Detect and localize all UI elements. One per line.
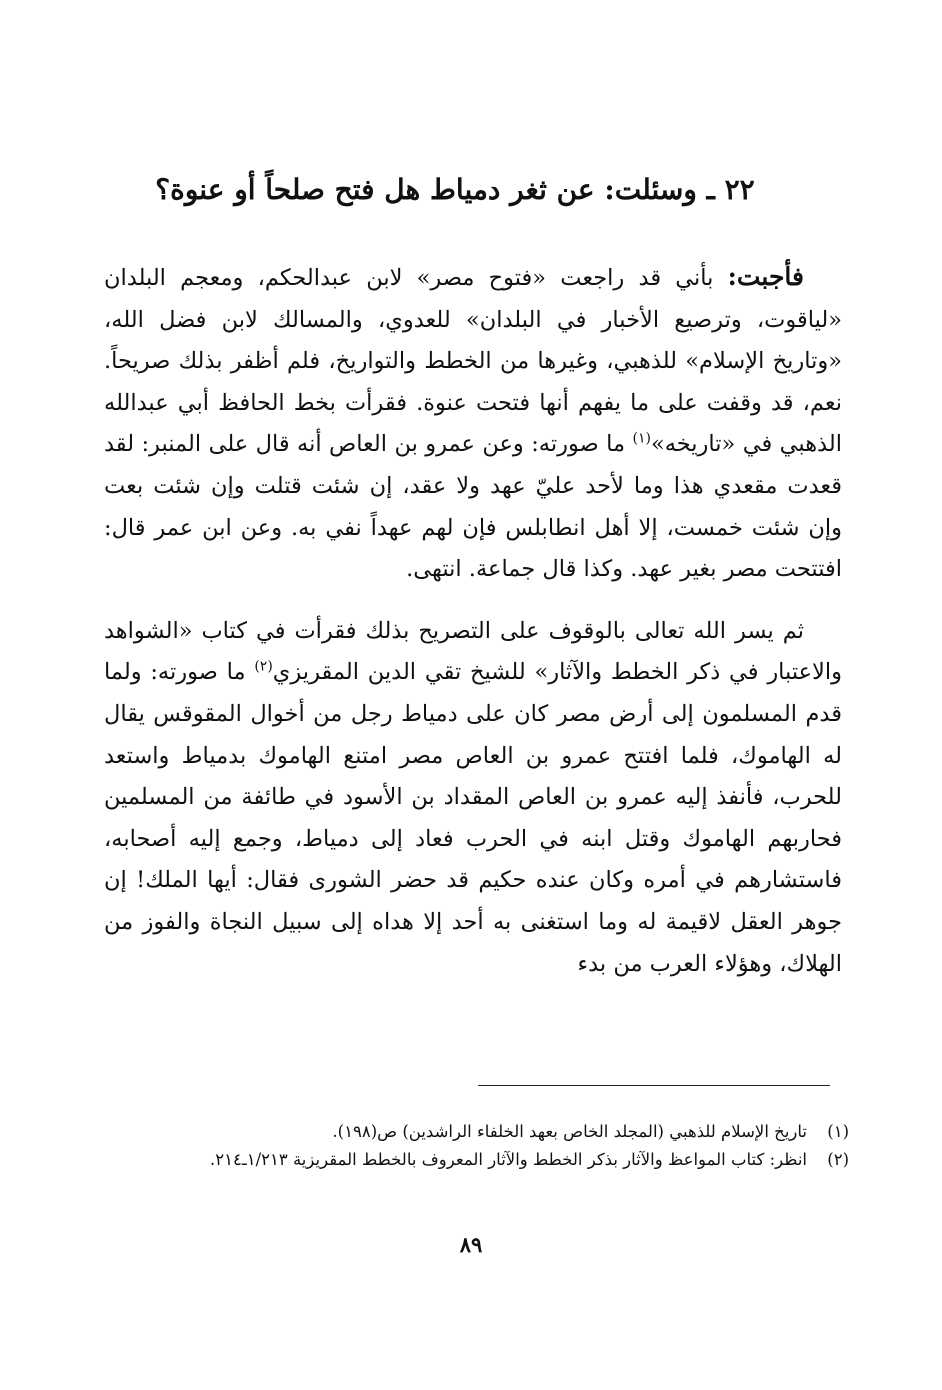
answer-text-part2: ما صورته: وعن عمرو بن العاص أنه قال على المنبر: لقد قعدت مقعدي هذا وما لأحد عليّ عهد ولا عقد، إن شئت قتلت وإن شئت بعت وإن شئت خمست، إلا أهل انطابلس فإن لهم عهداً نفي به. وعن ابن عمر قال: افتتحت مصر بغير عهد. وكذا قال جماعة. انتهى. <box>104 431 842 583</box>
continuation-text-part1: ثم يسر الله تعالى بالوقوف على التصريح بذلك فقرأت في كتاب «الشواهد والاعتبار في ذكر الخطط والآثار» للشيخ تقي الدين المقريزي <box>104 617 842 686</box>
page-number: ٨٩ <box>459 1232 483 1257</box>
answer-paragraph <box>104 256 842 591</box>
footnotes <box>104 1118 849 1174</box>
footnote-text: تاريخ الإسلام للذهبي (المجلد الخاص بعهد الخلفاء الراشدين) ص(١٩٨). <box>332 1122 807 1141</box>
answer-lead: فأجبت: <box>727 262 804 291</box>
footnote-2 <box>104 1146 849 1174</box>
footnote-separator <box>478 1085 830 1086</box>
footnote-text: انظر: كتاب المواعظ والآثار بذكر الخطط والآثار المعروف بالخطط المقريزية ١/٢١٣ـ٢١٤. <box>210 1150 807 1169</box>
footnote-ref-2[interactable]: (٢) <box>254 658 273 675</box>
continuation-text-part2: ما صورته: ولما قدم المسلمون إلى أرض مصر كان على دمياط رجل من أخوال المقوقس يقال له الهاموك، فلما افتتح عمرو بن العاص مصر امتنع الهاموك بدمياط واستعد للحرب، فأنفذ إليه عمرو بن العاص المقداد بن الأسود في طائفة من المسلمين فحاربهم الهاموك وقتل ابنه في الحرب فعاد إلى دمياط، وجمع إليه أصحابه، فاستشارهم في أمره وكان عنده حكيم قد حضر الشورى فقال: أيها الملك! إن جوهر العقل لاقيمة له وما استغنى به أحد إلا هداه إلى سبيل النجاة والفوز من الهلاك، وهؤلاء العرب من بدء <box>104 659 842 977</box>
continuation-paragraph <box>104 611 842 985</box>
footnote-ref-1[interactable]: (١) <box>632 430 651 447</box>
answer-text-part1: بأني قد راجعت «فتوح مصر» لابن عبدالحكم، ومعجم البلدان «لياقوت، وترصيع الأخبار في البلدان» للعدوي، والمسالك لابن فضل الله، «وتاريخ الإسلام» للذهبي، وغيرها من الخطط والتواريخ، فلم أظفر بذلك صريحاً. نعم، قد وقفت على ما يفهم أنها فتحت عنوة. فقرأت بخط الحافظ أبي عبدالله الذهبي في «تاريخه» <box>104 265 842 458</box>
question-heading: ٢٢ ـ وسئلت: عن ثغر دمياط هل فتح صلحاً أو عنوة؟ <box>155 173 755 206</box>
footnote-1 <box>104 1118 849 1146</box>
footnote-number: (١) <box>827 1122 849 1141</box>
main-text <box>104 256 842 985</box>
footnote-number: (٢) <box>827 1150 849 1169</box>
